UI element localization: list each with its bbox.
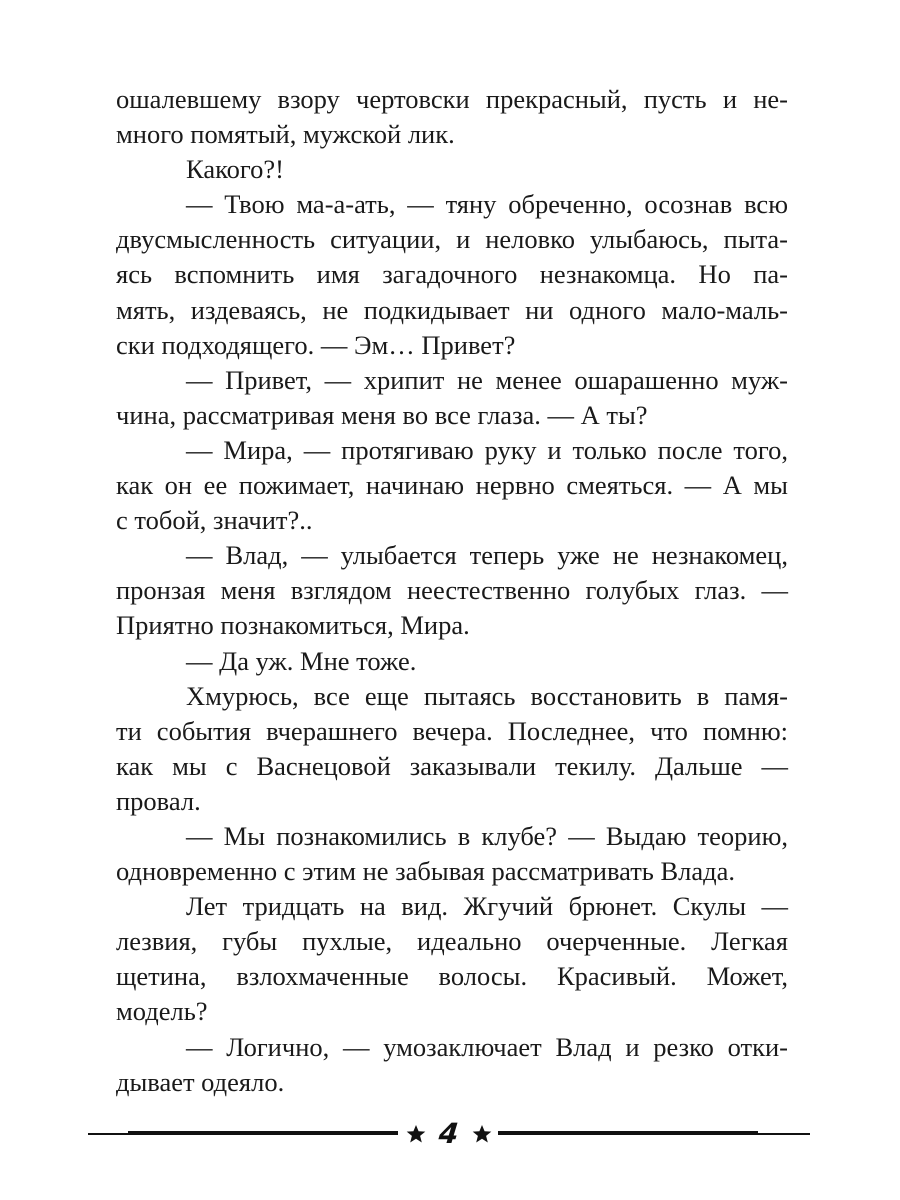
text-line: пронзая меня взглядом неестественно голубых глаз. — xyxy=(116,575,788,606)
text-line: провал. xyxy=(116,785,201,816)
star-icon xyxy=(406,1124,426,1144)
text-line: мять, издеваясь, не подкидывает ни одного мало-маль- xyxy=(116,294,788,325)
text-line: как мы с Васнецовой заказывали текилу. Дальше — xyxy=(116,750,788,781)
text-line: — Мы познакомились в клубе? — Выдаю теорию, xyxy=(186,820,788,851)
text-line: много помятый, мужской лик. xyxy=(116,119,455,150)
text-line: — Мира, — протягиваю руку и только после того, xyxy=(186,434,788,465)
text-line: чина, рассматривая меня во все глаза. — А ты? xyxy=(116,399,648,430)
text-line: Хмурюсь, все еще пытаясь восстановить в памя- xyxy=(186,680,788,711)
page-footer xyxy=(88,1116,810,1152)
text-line: — Да уж. Мне тоже. xyxy=(186,645,417,676)
text-line: дывает одеяло. xyxy=(116,1066,285,1097)
text-line: ски подходящего. — Эм… Привет? xyxy=(116,329,516,360)
footer-ornament xyxy=(406,1116,492,1152)
star-icon xyxy=(472,1124,492,1144)
footer-rule-right xyxy=(498,1131,758,1135)
text-line: — Логично, — умозаключает Влад и резко отки- xyxy=(186,1031,788,1062)
text-line: модель? xyxy=(116,996,208,1027)
body-text xyxy=(116,82,788,1100)
text-line: Приятно познакомиться, Мира. xyxy=(116,610,470,641)
text-line: Какого?! xyxy=(186,154,284,185)
text-line: двусмысленность ситуации, и неловко улыбаюсь, пыта- xyxy=(116,224,788,255)
text-line: ошалевшему взору чертовски прекрасный, пусть и не- xyxy=(116,84,788,114)
text-line: — Твою ма-а-ать, — тяну обреченно, осознав всю xyxy=(186,189,788,220)
text-line: — Привет, — хрипит не менее ошарашенно муж- xyxy=(186,364,788,395)
page-number: 4 xyxy=(437,1117,461,1150)
text-line: ти события вчерашнего вечера. Последнее, что помню: xyxy=(116,715,788,746)
text-line: с тобой, значит?.. xyxy=(116,505,313,536)
footer-rule-left xyxy=(128,1131,398,1135)
text-line: — Влад, — улыбается теперь уже не незнакомец, xyxy=(186,540,788,571)
footer-rule-right-thin xyxy=(728,1133,810,1135)
text-line: как он ее пожимает, начинаю нервно смеяться. — А мы xyxy=(116,470,788,501)
text-line: ясь вспомнить имя загадочного незнакомца. Но па- xyxy=(116,259,788,290)
text-line: одновременно с этим не забывая рассматривать Влада. xyxy=(116,856,736,887)
text-line: Лет тридцать на вид. Жгучий брюнет. Скулы — xyxy=(186,891,788,922)
text-line: щетина, взлохмаченные волосы. Красивый. Может, xyxy=(116,961,788,992)
text-line: лезвия, губы пухлые, идеально очерченные. Легкая xyxy=(116,926,788,957)
